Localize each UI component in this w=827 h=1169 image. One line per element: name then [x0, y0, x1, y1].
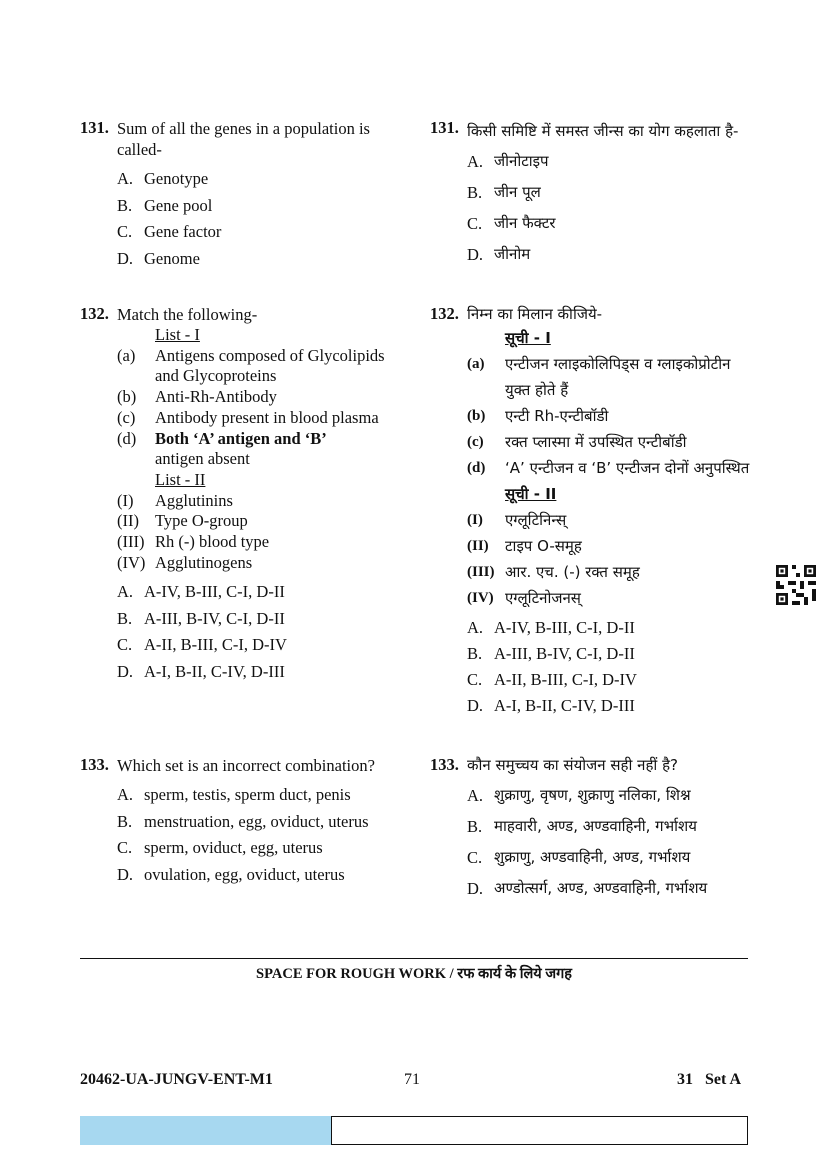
question-text: कौन समुच्चय का संयोजन सही नहीं है? [467, 756, 679, 774]
list-item: (c) Antibody present in blood plasma [117, 407, 379, 427]
list-item: (b) Anti-Rh-Antibody [117, 387, 277, 407]
option: D. A-I, B-II, C-IV, D-III [117, 661, 285, 681]
option: D. ovulation, egg, oviduct, uterus [117, 864, 345, 884]
question-131-en [80, 118, 400, 272]
option: A. A-IV, B-III, C-I, D-II [117, 582, 285, 602]
footer-empty-box [331, 1116, 748, 1145]
option: A. Genotype [117, 169, 209, 188]
list-item: (b) एन्टी Rh-एन्टीबॉडी [467, 407, 609, 425]
question-text: Match the following- [117, 305, 258, 324]
question-133-en [80, 755, 400, 888]
option: B. माहवारी, अण्ड, अण्डवाहिनी, गर्भाशय [467, 817, 697, 836]
option: B. A-III, B-IV, C-I, D-II [467, 644, 635, 663]
list-item: (d) ‘A’ एन्टीजन व ‘B’ एन्टीजन दोनों अनुपस्थित [467, 459, 750, 477]
list-item: (III) आर. एच. (-) रक्त समूह [467, 563, 640, 581]
option: A. sperm, testis, sperm duct, penis [117, 785, 351, 804]
option: D. जीनोम [467, 245, 531, 264]
option: B. menstruation, egg, oviduct, uterus [117, 811, 369, 831]
list-item: (III) Rh (-) blood type [117, 532, 270, 552]
qr-code-icon [776, 565, 816, 605]
footer-color-bar [80, 1116, 331, 1145]
option: C. जीन फैक्टर [467, 214, 556, 233]
list-item: (a) Antigens composed of Glycolipids and Glycoproteins [117, 345, 385, 386]
option: D. Genome [117, 248, 200, 268]
list-item: (a) एन्टीजन ग्लाइकोलिपिड्स व ग्लाइकोप्रोटीन युक्त होते हैं [467, 355, 731, 399]
question-132-en [80, 304, 400, 685]
option: C. sperm, oviduct, egg, uterus [117, 838, 323, 857]
list-item: (II) टाइप O-समूह [467, 537, 582, 555]
option: C. A-II, B-III, C-I, D-IV [467, 670, 637, 689]
question-number: 132. [430, 304, 459, 323]
option: D. A-I, B-II, C-IV, D-III [467, 696, 635, 715]
option: A. जीनोटाइप [467, 152, 549, 171]
match-lists [467, 325, 750, 611]
question-131-hi [430, 118, 750, 270]
option: D. अण्डोत्सर्ग, अण्ड, अण्डवाहिनी, गर्भाशय [467, 879, 708, 898]
question-text: निम्न का मिलान कीजिये- [467, 305, 603, 323]
question-text: Sum of all the genes in a population is called- [117, 119, 370, 159]
list-item: (I) Agglutinins [117, 490, 233, 510]
rough-work-label: SPACE FOR ROUGH WORK / रफ कार्य के लिये जगह [256, 966, 572, 982]
option: A. A-IV, B-III, C-I, D-II [467, 618, 635, 637]
list-2-title: सूची - II [505, 485, 557, 503]
list-item: (II) Type O-group [117, 511, 248, 531]
question-132-hi [430, 304, 750, 719]
option: A. शुक्राणु, वृषण, शुक्राणु नलिका, शिश्न [467, 786, 691, 805]
option: B. जीन पूल [467, 183, 541, 202]
page-number: 71 [404, 1071, 420, 1088]
list-item: (IV) एग्लूटिनोजनस् [467, 589, 581, 607]
question-text: Which set is an incorrect combination? [117, 756, 375, 775]
question-text: किसी समिष्टि में समस्त जीन्स का योग कहलाता है- [467, 122, 739, 140]
list-1-title: सूची - I [505, 329, 551, 347]
list-2-title: List - II [155, 469, 206, 489]
option: B. Gene pool [117, 195, 213, 215]
question-number: 132. [80, 304, 109, 323]
set-label: 31 Set A [677, 1071, 741, 1088]
question-number: 133. [80, 755, 109, 774]
question-number: 131. [80, 118, 109, 137]
option: B. A-III, B-IV, C-I, D-II [117, 608, 285, 628]
paper-code: 20462-UA-JUNGV-ENT-M1 [80, 1071, 273, 1088]
list-item: (c) रक्त प्लास्मा में उपस्थित एन्टीबॉडी [467, 433, 687, 451]
list-1-title: List - I [155, 325, 200, 344]
option: C. शुक्राणु, अण्डवाहिनी, अण्ड, गर्भाशय [467, 848, 691, 867]
option: C. Gene factor [117, 222, 222, 241]
list-item: (IV) Agglutinogens [117, 552, 253, 572]
option: C. A-II, B-III, C-I, D-IV [117, 635, 287, 655]
question-number: 131. [430, 118, 459, 137]
question-number: 133. [430, 755, 459, 774]
list-item: (I) एग्लूटिनिन्स् [467, 511, 567, 529]
question-133-hi [430, 755, 750, 904]
match-lists [117, 325, 400, 573]
divider [80, 958, 748, 959]
list-item: (d) Both ‘A’ antigen and ‘B’ antigen absent [117, 428, 327, 469]
